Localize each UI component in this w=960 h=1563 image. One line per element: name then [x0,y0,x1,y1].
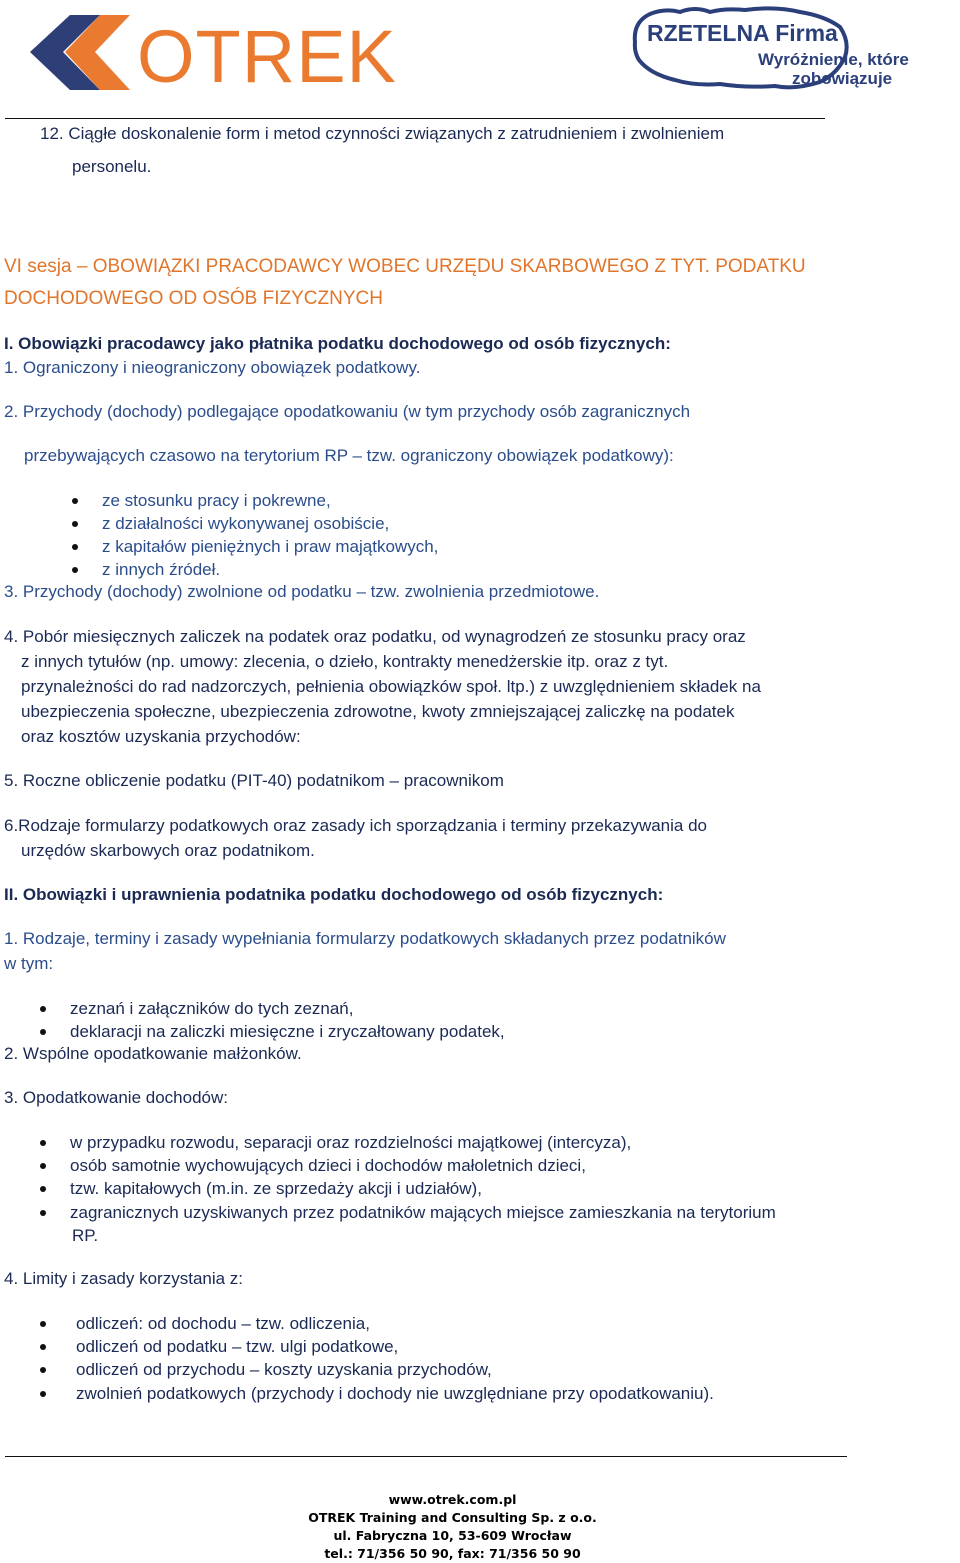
section-2-p1-line1: 1. Rodzaje, terminy i zasady wypełniania formularzy podatkowych składanych przez podatników [4,929,726,948]
section-1-p4-line1: 4. Pobór miesięcznych zaliczek na podatek oraz podatku, od wynagrodzeń ze stosunku pracy oraz [4,627,746,646]
section-1-heading: I. Obowiązki pracodawcy jako płatnika podatku dochodowego od osób fizycznych: [4,334,671,353]
bullet-icon [40,1163,46,1169]
badge-tagline-2: zobowiązuje [792,69,893,88]
badge-title: RZETELNA Firma [647,20,838,46]
section-1-p1: 1. Ograniczony i nieograniczony obowiązek podatkowy. [4,358,421,377]
footer-website: www.otrek.com.pl [388,1492,517,1507]
bullet-icon [40,1391,46,1397]
badge-tagline-1: Wyróżnienie, które [758,50,909,69]
list-item: ze stosunku pracy i pokrewne, [102,491,331,510]
section-1-p6-line1: 6.Rodzaje formularzy podatkowych oraz zasady ich sporządzania i terminy przekazywania do [4,816,708,835]
bullet-icon [40,1029,46,1035]
bullet-icon [40,1140,46,1146]
list-item-continuation: RP. [72,1226,99,1245]
section-2-p1-line2: w tym: [4,954,54,973]
session-title-line1: VI sesja – OBOWIĄZKI PRACODAWCY WOBEC URZĘDU SKARBOWEGO Z TYT. PODATKU [4,256,806,277]
footer-rule [5,1456,847,1457]
list-item: deklaracji na zaliczki miesięczne i zryczałtowany podatek, [70,1022,505,1041]
section-1-p2-line1: 2. Przychody (dochody) podlegające opodatkowaniu (w tym przychody osób zagranicznych [4,402,691,421]
bullet-icon [72,498,78,504]
section-2-p3: 3. Opodatkowanie dochodów: [4,1088,228,1107]
section-1-p4-line5: oraz kosztów uzyskania przychodów: [21,727,301,746]
bullet-icon [40,1367,46,1373]
bullet-icon [40,1186,46,1192]
footer-company: OTREK Training and Consulting Sp. z o.o. [308,1510,597,1525]
list-item: z kapitałów pieniężnych i praw majątkowych, [102,537,439,556]
list-item: odliczeń: od dochodu – tzw. odliczenia, [76,1314,370,1333]
list-item: osób samotnie wychowujących dzieci i dochodów małoletnich dzieci, [70,1156,586,1175]
logo-arrow-icon [30,15,130,90]
section-1-p2-line2: przebywających czasowo na terytorium RP – tzw. ograniczony obowiązek podatkowy): [24,446,674,465]
footer-address: ul. Fabryczna 10, 53-609 Wrocław [333,1528,572,1543]
list-item: zeznań i załączników do tych zeznań, [70,999,354,1018]
bullet-icon [72,521,78,527]
item-12-line1: 12. Ciągłe doskonalenie form i metod czynności związanych z zatrudnieniem i zwolnieniem [40,124,725,143]
logo-wordmark: OTREK [137,15,397,98]
section-1-p5: 5. Roczne obliczenie podatku (PIT-40) podatnikom – pracownikom [4,771,504,790]
bullet-icon [72,544,78,550]
list-item: z działalności wykonywanej osobiście, [102,514,390,533]
bullet-icon [40,1210,46,1216]
list-item: zagranicznych uzyskiwanych przez podatników mających miejsce zamieszkania na terytorium [70,1203,776,1222]
section-1-p3: 3. Przychody (dochody) zwolnione od podatku – tzw. zwolnienia przedmiotowe. [4,582,600,601]
session-title-line2: DOCHODOWEGO OD OSÓB FIZYCZNYCH [4,288,383,309]
rzetelna-badge [625,2,960,94]
item-12-line2: personelu. [72,157,152,176]
section-1-p4-line3: przynależności do rad nadzorczych, pełnienia obowiązków społ. ltp.) z uwzględnieniem składek na [21,677,761,696]
section-1-p4-line2: z innych tytułów (np. umowy: zlecenia, o dzieło, kontrakty menedżerskie itp. oraz z tyt. [21,652,669,671]
section-2-p4: 4. Limity i zasady korzystania z: [4,1269,244,1288]
section-2-p2: 2. Wspólne opodatkowanie małżonków. [4,1044,302,1063]
section-1-p4-line4: ubezpieczenia społeczne, ubezpieczenia zdrowotne, kwoty zmniejszającej zaliczkę na podatek [21,702,735,721]
bullet-icon [40,1344,46,1350]
list-item: odliczeń od podatku – tzw. ulgi podatkowe, [76,1337,399,1356]
section-2-heading: II. Obowiązki i uprawnienia podatnika podatku dochodowego od osób fizycznych: [4,885,664,904]
list-item: zwolnień podatkowych (przychody i dochody nie uwzględniane przy opodatkowaniu). [76,1384,714,1403]
footer-phone: tel.: 71/356 50 90, fax: 71/356 50 90 [324,1546,581,1561]
bullet-icon [72,567,78,573]
list-item: w przypadku rozwodu, separacji oraz rozdzielności majątkowej (intercyza), [70,1133,632,1152]
otrek-logo [25,10,397,98]
list-item: tzw. kapitałowych (m.in. ze sprzedaży akcji i udziałów), [70,1179,482,1198]
bullet-icon [40,1006,46,1012]
bullet-icon [40,1321,46,1327]
section-1-p6-line2: urzędów skarbowych oraz podatnikom. [21,841,315,860]
header-rule [5,118,825,119]
list-item: z innych źródeł. [102,560,221,579]
list-item: odliczeń od przychodu – koszty uzyskania przychodów, [76,1360,492,1379]
